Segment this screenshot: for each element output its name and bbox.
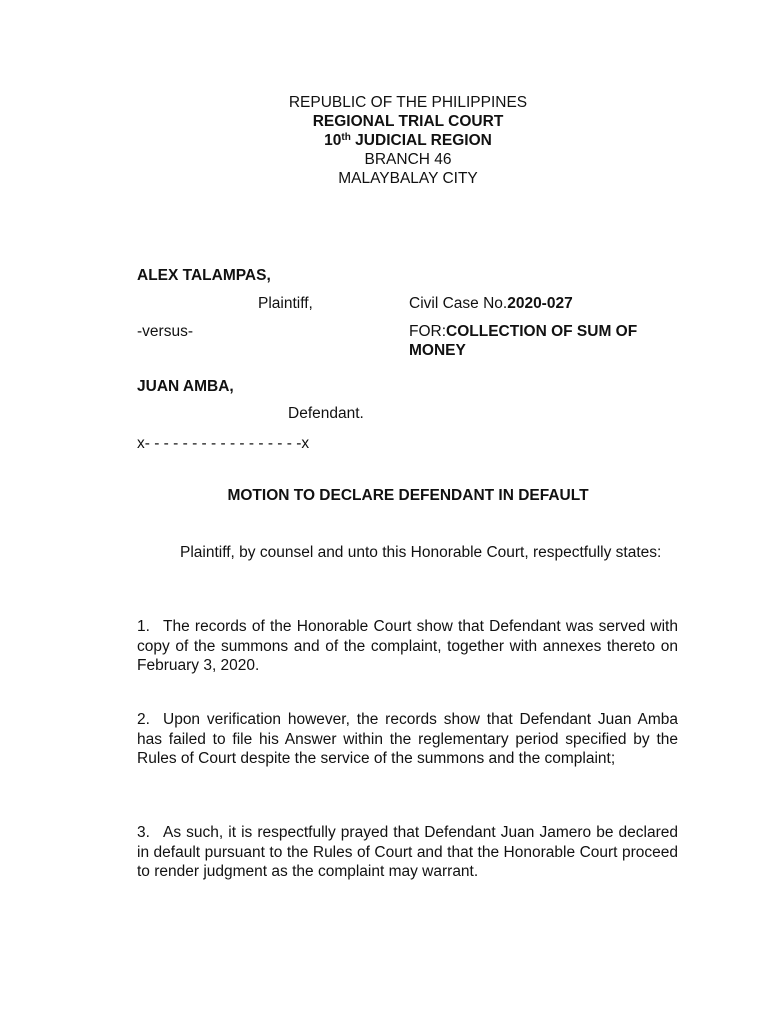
region-name: JUDICIAL REGION xyxy=(350,132,492,149)
header-branch: BRANCH 46 xyxy=(364,151,452,168)
region-ordinal-suffix: th xyxy=(341,132,351,143)
paragraph-2-text: Upon verification however, the records show that Defendant Juan Amba has failed to file his Answer within the reglementary period specified by the Rules of Court despite the service of the summons and the complaint; xyxy=(137,711,678,767)
motion-title: MOTION TO DECLARE DEFENDANT IN DEFAULT xyxy=(227,487,589,504)
case-number-value: 2020-027 xyxy=(507,295,573,312)
header-court: REGIONAL TRIAL COURT xyxy=(312,113,504,130)
versus-text: -versus- xyxy=(137,323,193,340)
plaintiff-label: Plaintiff, xyxy=(258,295,313,312)
paragraph-3-text: As such, it is respectfully prayed that Defendant Juan Jamero be declared in default pursuant to the Rules of Court and that the Honorable Court proceed to render judgment as the complaint may warrant. xyxy=(137,824,678,880)
intro-text: Plaintiff, by counsel and unto this Honorable Court, respectfully states: xyxy=(180,544,662,561)
region-ordinal: 10 xyxy=(324,132,342,149)
caption-separator: x- - - - - - - - - - - - - - - - -x xyxy=(137,435,310,452)
paragraph-1-text: The records of the Honorable Court show that Defendant was served with copy of the summons and of the complaint, together with annexes thereto on February 3, 2020. xyxy=(137,618,678,674)
header-republic: REPUBLIC OF THE PHILIPPINES xyxy=(288,94,528,111)
paragraph-2-number: 2. xyxy=(137,711,150,728)
case-nature-value-line2: MONEY xyxy=(409,342,466,359)
court-header xyxy=(0,93,768,188)
plaintiff-name: ALEX TALAMPAS, xyxy=(137,267,271,284)
case-number-label: Civil Case No. xyxy=(409,295,508,312)
paragraph-1 xyxy=(137,617,678,676)
case-nature xyxy=(409,322,637,341)
defendant-label: Defendant. xyxy=(288,405,364,422)
case-nature-value-line1: COLLECTION OF SUM OF xyxy=(446,323,638,340)
case-nature-label: FOR: xyxy=(409,323,447,340)
paragraph-3-number: 3. xyxy=(137,824,150,841)
intro-paragraph xyxy=(137,543,678,563)
paragraph-1-number: 1. xyxy=(137,618,150,635)
header-region xyxy=(0,131,768,150)
defendant-name: JUAN AMBA, xyxy=(137,378,234,395)
case-number xyxy=(409,294,573,313)
header-city: MALAYBALAY CITY xyxy=(338,170,478,187)
paragraph-2 xyxy=(137,710,678,769)
paragraph-3 xyxy=(137,823,678,882)
